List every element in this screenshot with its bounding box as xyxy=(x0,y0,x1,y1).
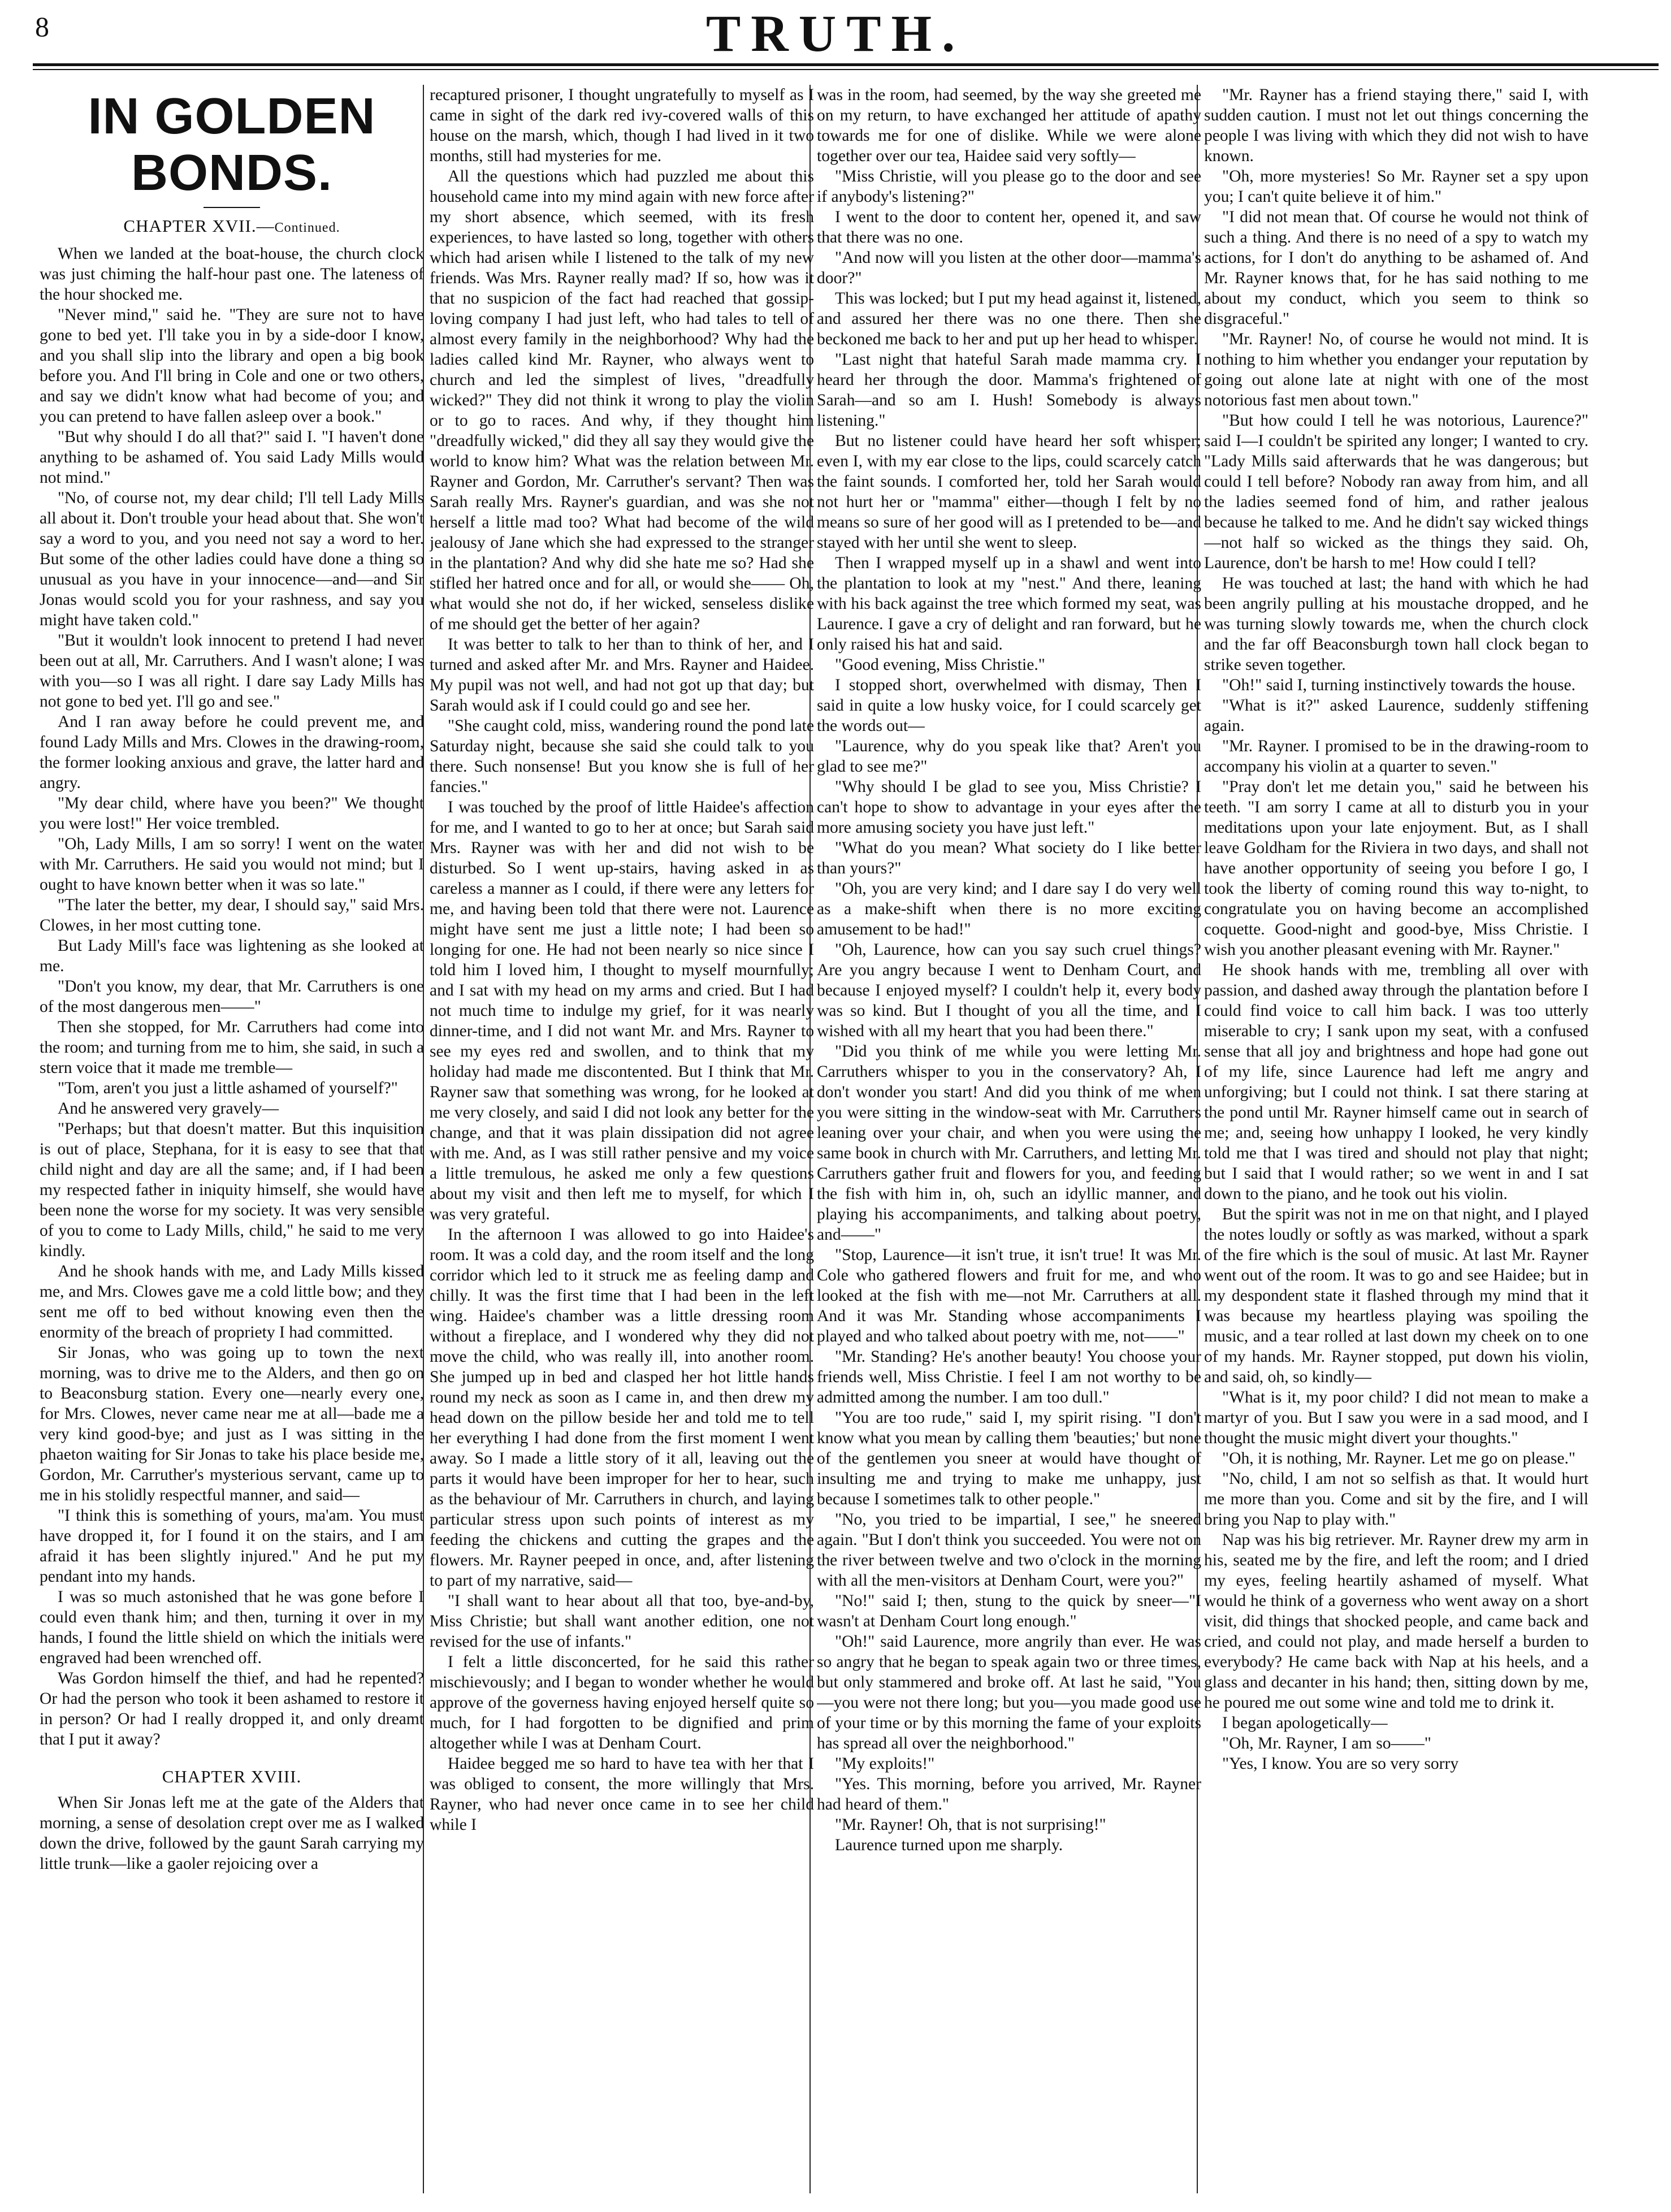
paragraph: "Mr. Standing? He's another beauty! You choose your friends well, Miss Christie. I feel I am not worthy to be admitted among the number. I am too dull." xyxy=(817,1348,1201,1406)
paragraph: This was locked; but I put my head against it, listened, and assured her there was no one there. Then she beckoned me back to her and put up her head to whisper. xyxy=(817,289,1201,348)
column-1 xyxy=(40,85,424,2193)
paragraph: "Yes. This morning, before you arrived, Mr. Rayner had heard of them." xyxy=(817,1775,1201,1813)
paragraph: "Don't you know, my dear, that Mr. Carruthers is one of the most dangerous men——" xyxy=(40,977,424,1016)
paragraph: "No!" said I; then, stung to the quick by sneer—"I wasn't at Denham Court long enough." xyxy=(817,1592,1201,1630)
paragraph: But Lady Mill's face was lightening as she looked at me. xyxy=(40,937,424,975)
paragraph: And he shook hands with me, and Lady Mills kissed me, and Mrs. Clowes gave me a cold little bow; and they sent me off to bed without knowing even then the enormity of the breach of propriety I had committed. xyxy=(40,1262,424,1341)
column-2-body xyxy=(430,85,814,1835)
paragraph: "But why should I do all that?" said I. "I haven't done anything to be ashamed of. You said Lady Mills would not mind." xyxy=(40,428,424,487)
paragraph: "No, child, I am not so selfish as that. It would hurt me more than you. Come and sit by the fire, and I will bring you Nap to play with." xyxy=(1204,1470,1588,1529)
paragraph: I felt a little disconcerted, for he said this rather mischievously; and I began to wonder whether he would approve of the governess having enjoyed herself quite so much, for I had forgotten to be dignified and prim altogether while I was at Denham Court. xyxy=(430,1653,814,1752)
paragraph: "My exploits!" xyxy=(835,1755,935,1773)
paragraph: "I did not mean that. Of course he would not think of such a thing. And there is no need of a spy to watch my actions, for I don't do anything to be ashamed of. And Mr. Rayner knows that, for he has said nothing to me about my conduct, which you seem to think so disgraceful." xyxy=(1204,208,1588,328)
paragraph: "And now will you listen at the other door—mamma's door?" xyxy=(817,249,1201,287)
paragraph: "Miss Christie, will you please go to the door and see if anybody's listening?" xyxy=(817,167,1201,206)
masthead: TRUTH. xyxy=(705,5,966,62)
paragraph: "She caught cold, miss, wandering round the pond late Saturday night, because she said she could talk to you there. Such nonsense! But you know she is full of her fancies." xyxy=(430,717,814,796)
paragraph: When Sir Jonas left me at the gate of the Alders that morning, a sense of desolation crept over me as I walked down the drive, followed by the gaunt Sarah carrying my little trunk—like a gaoler rejoicing over a xyxy=(40,1794,424,1873)
chapter-18-body xyxy=(40,1793,424,1874)
paragraph: was in the room, had seemed, by the way she greeted me on my return, to have exchanged her attitude of apathy towards me for one of dislike. While we were alone together over our tea, Haidee said very softly— xyxy=(817,86,1201,165)
column-1-body xyxy=(40,244,424,1750)
paragraph: "Oh, more mysteries! So Mr. Rayner set a spy upon you; I can't quite believe it of him." xyxy=(1204,167,1588,206)
paragraph: "Never mind," said he. "They are sure not to have gone to bed yet. I'll take you in by a side-door I know, and you shall slip into the library and open a big book before you. And I'll bring in Cole and one or two others, and say we didn't know what had become of you; and you can pretend to have fallen asleep over a book." xyxy=(40,306,424,426)
paragraph: Sir Jonas, who was going up to town the next morning, was to drive me to the Alders, and then go on to Beaconsburg station. Every one—nearly every one, for Mrs. Clowes, never came near me at all—bade me a very kind good-bye; and just as I was sitting in the phaeton waiting for Sir Jonas to take his place beside me, Gordon, Mr. Carruther's mysterious servant, came up to me in his stolidly respectful manner, and said— xyxy=(40,1344,424,1504)
paragraph: "Perhaps; but that doesn't matter. But this inquisition is out of place, Stephana, for it is easy to see that that child night and day are all the same; and, if I had been my respected father in iniquity himself, she would have been none the worse for my society. It was very sensible of you to come to Lady Mills, child," he said to me very kindly. xyxy=(40,1120,424,1260)
paragraph: "Oh, Mr. Rayner, I am so——" xyxy=(1222,1734,1431,1752)
paragraph: And he answered very gravely— xyxy=(58,1099,279,1118)
column-4-body xyxy=(1204,85,1588,1774)
paragraph: It was better to talk to her than to think of her, and I turned and asked after Mr. and Mrs. Rayner and Haidee. My pupil was not well, and had not got up that day; but Sarah would ask if I could could go and see her. xyxy=(430,635,814,715)
paragraph: "Oh, Lady Mills, I am so sorry! I went on the water with Mr. Carruthers. He said you would not mind; but I ought to have known better when it was so late." xyxy=(40,835,424,894)
paragraph: "Pray don't let me detain you," said he between his teeth. "I am sorry I came at all to disturb you in your meditations upon your late enjoyment. But, as I shall leave Goldham for the Riviera in two days, and shall not have another opportunity of seeing you before I go, I took the liberty of coming round this way to-night, to congratulate you on having become an accomplished coquette. Good-night and good-bye, Miss Christie. I wish you another pleasant evening with Mr. Rayner." xyxy=(1204,778,1588,959)
paragraph: "What is it?" asked Laurence, suddenly stiffening again. xyxy=(1204,696,1588,735)
paragraph: "Good evening, Miss Christie." xyxy=(835,656,1045,674)
paragraph: "Mr. Rayner! No, of course he would not mind. It is nothing to him whether you endanger your reputation by going out alone late at night with one of the most notorious fast men about town." xyxy=(1204,330,1588,409)
paragraph: I was touched by the proof of little Haidee's affection for me, and I wanted to go to her at once; but Sarah said Mrs. Rayner was with her and did not wish to be disturbed. So I went up-stairs, having asked in as careless a manner as I could, if there were any letters for me, and having been told that there were not. Laurence might have sent me just a little note; I had been so longing for one. He had not been nearly so nice since I told him I loved him, I thought to myself mournfully; and I sat with my head on my arms and cried. But I had not much time to indulge my grief, for it was nearly dinner-time, and I did not want Mr. and Mrs. Rayner to see my eyes red and swollen, and to think that my holiday had made me discontented. But I think that Mr. Rayner saw that something was wrong, for he looked at me very closely, and said I did not look any better for the change, and that it was plain dissipation did not agree with me. And, as I was still rather pensive and my voice a little tremulous, he asked me only a few questions about my visit and then left me to myself, for which I was very grateful. xyxy=(430,798,814,1223)
header-rule xyxy=(33,63,1659,70)
chapter-heading xyxy=(40,216,424,238)
paragraph: He shook hands with me, trembling all over with passion, and dashed away through the plantation before I could find voice to call him back. I was too utterly miserable to cry; I sank upon my seat, with a confused sense that all joy and brightness and hope had gone out of my life, since Laurence had left me angry and unforgiving; but I could not think. I sat there staring at the pond until Mr. Rayner himself came out in search of me; and, seeing how unhappy I looked, he very kindly told me that I was tired and should not play that night; but I said that I would rather; so we went in and I sat down to the piano, and he took out his violin. xyxy=(1204,961,1588,1203)
paragraph: Laurence turned upon me sharply. xyxy=(835,1836,1063,1854)
paragraph: "I think this is something of yours, ma'am. You must have dropped it, for I found it on the stairs, and I am afraid it has been slightly injured." And he put my pendant into my hands. xyxy=(40,1507,424,1586)
paragraph: "Mr. Rayner! Oh, that is not surprising!" xyxy=(835,1816,1106,1834)
paragraph: "Oh, it is nothing, Mr. Rayner. Let me go on please." xyxy=(1222,1449,1575,1468)
paragraph: All the questions which had puzzled me about this household came into my mind again with new force after my short absence, which seemed, with its fresh experiences, to have lasted so long, together with others which had arisen while I listened to the talk of my new friends. Was Mrs. Rayner really mad? If so, how was it that no suspicion of the fact had reached that gossip-loving company I had just left, who had tales to tell of almost every family in the neighborhood? Why had the ladies called kind Mr. Rayner, who always went to church and led the simplest of lives, "dreadfully wicked?" They did not think it wrong to play the violin or to go to races. And why, if they thought him "dreadfully wicked," did they all say they would give the world to know him? What was the relation between Mr. Rayner and Gordon, Mr. Carruther's servant? Then was Sarah really Mrs. Rayner's guardian, and was she not herself a little mad too? What had become of the wild jealousy of Jane which she had expressed to the stranger in the plantation? And why did she hate me so? Had she stifled her hatred once and for all, or would she—— Oh, what would she not do, if her wicked, senseless dislike of me should get the better of her again? xyxy=(430,167,814,633)
paragraph: "I shall want to hear about all that too, bye-and-by, Miss Christie; but shall want another edition, one not revised for the use of infants." xyxy=(430,1592,814,1651)
paragraph: And I ran away before he could prevent me, and found Lady Mills and Mrs. Clowes in the drawing-room, the former looking anxious and grave, the latter hard and angry. xyxy=(40,713,424,792)
column-3-body xyxy=(817,85,1201,1855)
paragraph: He was touched at last; the hand with which he had been angrily pulling at his moustache dropped, and he was turning slowly towards me, when the church clock and the far off Beaconsburgh town hall clock began to strike seven together. xyxy=(1204,574,1588,674)
paragraph: But the spirit was not in me on that night, and I played the notes loudly or softly as was marked, without a spark of the fire which is the soul of music. At last Mr. Rayner went out of the room. It was to go and see Haidee; but in my despondent state it flashed through my mind that it was because my heartless playing was spoiling the music, and a tear rolled at last down my cheek on to one of my hands. Mr. Rayner stopped, put down his violin, and said, oh, so kindly— xyxy=(1204,1205,1588,1386)
column-2 xyxy=(430,85,814,2193)
paragraph: "Oh!" said I, turning instinctively towards the house. xyxy=(1222,676,1575,694)
paragraph: "Tom, aren't you just a little ashamed of yourself?" xyxy=(58,1079,398,1097)
paragraph: recaptured prisoner, I thought ungratefully to myself as I came in sight of the dark red ivy-covered walls of this house on the marsh, which, though I had lived in it two months, still had mysteries for me. xyxy=(430,86,814,165)
paragraph: But no listener could have heard her soft whisper; even I, with my ear close to the lips, could scarcely catch the faint sounds. I comforted her, told her Sarah would not hurt her or "mamma" either—though I felt by no means so sure of her good will as I pretended to be—and stayed with her until she went to sleep. xyxy=(817,432,1201,552)
paragraph: "No, you tried to be impartial, I see," he sneered again. "But I don't think you succeeded. You were not on the river between twelve and two o'clock in the morning with all the men-visitors at Denham Court, were you?" xyxy=(817,1510,1201,1590)
paragraph: I stopped short, overwhelmed with dismay, Then I said in quite a low husky voice, for I could scarcely get the words out— xyxy=(817,676,1201,735)
paragraph: "Mr. Rayner. I promised to be in the drawing-room to accompany his violin at a quarter to seven." xyxy=(1204,737,1588,776)
paragraph: "Stop, Laurence—it isn't true, it isn't true! It was Mr. Cole who gathered flowers and fruit for me, and who looked at the fish with me—not Mr. Carruthers at all. And it was Mr. Standing whose accompaniments I played and who talked about poetry with me, not——" xyxy=(817,1246,1201,1345)
paragraph: "What do you mean? What society do I like better than yours?" xyxy=(817,839,1201,877)
paragraph: I went to the door to content her, opened it, and saw that there was no one. xyxy=(817,208,1201,246)
paragraph: Was Gordon himself the thief, and had he repented? Or had the person who took it been ashamed to restore it in person? Or had I really dropped it, and only dreamt that I put it away? xyxy=(40,1669,424,1748)
paragraph: "But it wouldn't look innocent to pretend I had never been out at all, Mr. Carruthers. And I wasn't alone; I was with you—so I was all right. I dare say Lady Mills has not gone to bed yet. I'll go and see." xyxy=(40,631,424,711)
chapter-heading-18: CHAPTER XVIII. xyxy=(162,1767,302,1786)
paragraph: "Did you think of me while you were letting Mr. Carruthers whisper to you in the conservatory? Ah, I don't wonder you start! And did you think of me when you were sitting in the window-seat with Mr. Carruthers leaning over your chair, and when you were using the same book in church with Mr. Carruthers, and letting Mr. Carruthers gather fruit and flowers for you, and feeding the fish with him in, oh, such an idyllic manner, and playing his accompaniments, and talking about poetry, and——" xyxy=(817,1042,1201,1244)
story-title: IN GOLDEN BONDS. xyxy=(88,88,376,201)
paragraph: "Mr. Rayner has a friend staying there," said I, with sudden caution. I must not let out things concerning the people I was living with which they did not wish to have known. xyxy=(1204,86,1588,165)
column-3 xyxy=(817,85,1201,2193)
paragraph: "The later the better, my dear, I should say," said Mrs. Clowes, in her most cutting tone. xyxy=(40,896,424,934)
title-rule xyxy=(204,207,260,208)
paragraph: "What is it, my poor child? I did not mean to make a martyr of you. But I saw you were in a sad mood, and I thought the music might divert your thoughts." xyxy=(1204,1388,1588,1447)
paragraph: In the afternoon I was allowed to go into Haidee's room. It was a cold day, and the room itself and the long corridor which led to it struck me as feeling damp and chilly. It was the first time that I had been in the left wing. Haidee's chamber was a little dressing room without a fireplace, and I wondered why they did not move the child, who was really ill, into another room. She jumped up in bed and clasped her hot little hands round my neck as soon as I came in, and then drew my head down on the pillow beside her and told me to tell her everything I had done from the first moment I went away. So I made a little story of it all, leaving out the parts it would have been improper for her to hear, such as the behaviour of Mr. Carruthers in church, and laying particular stress upon such points of interest as my feeding the chickens and cutting the grapes and the flowers. Mr. Rayner peeped in once, and, after listening to part of my narrative, said— xyxy=(430,1226,814,1590)
paragraph: "Laurence, why do you speak like that? Aren't you glad to see me?" xyxy=(817,737,1201,776)
paragraph: "You are too rude," said I, my spirit rising. "I don't know what you mean by calling them 'beauties;' but none of the gentlemen you sneer at would have thought of insulting me and trying to make me unhappy, just because I sometimes talk to other people." xyxy=(817,1409,1201,1508)
paragraph: "Oh, Laurence, how can you say such cruel things? Are you angry because I went to Denham Court, and because I enjoyed myself? I couldn't help it, every body was so kind. But I thought of you all the time, and I wished with all my heart that you had been there." xyxy=(817,941,1201,1040)
paragraph: "Yes, I know. You are so very sorry xyxy=(1222,1755,1459,1773)
paragraph: I began apologetically— xyxy=(1222,1714,1388,1732)
continued-label: Continued. xyxy=(274,220,340,235)
page-number: 8 xyxy=(35,11,49,42)
paragraph: Haidee begged me so hard to have tea with her that I was obliged to consent, the more willingly that Mrs. Rayner, who had never once came in to see her child while I xyxy=(430,1755,814,1834)
chapter-number: CHAPTER XVII.— xyxy=(123,216,275,236)
paragraph: When we landed at the boat-house, the church clock was just chiming the half-hour past one. The lateness of the hour shocked me. xyxy=(40,245,424,304)
paragraph: "No, of course not, my dear child; I'll tell Lady Mills all about it. Don't trouble your head about that. She won't say a word to you, and you need not say a word to her. But some of the other ladies could have done a thing so unusual as you have in your innocence—and—and Sir Jonas would scold you for your rashness, and say you might have taken cold." xyxy=(40,489,424,629)
paragraph: "My dear child, where have you been?" We thought you were lost!" Her voice trembled. xyxy=(40,794,424,833)
paragraph: I was so much astonished that he was gone before I could even thank him; and then, turning it over in my hands, I found the little shield on which the initials were engraved had been wrenched off. xyxy=(40,1588,424,1667)
column-4 xyxy=(1204,85,1588,2193)
paragraph: "Oh!" said Laurence, more angrily than ever. He was so angry that he began to speak again two or three times, but only stammered and broke off. At last he said, "You—you were not there long; but you—you made good use of your time or by this morning the fame of your exploits has spread all over the neighborhood." xyxy=(817,1633,1201,1752)
paragraph: Then I wrapped myself up in a shawl and went into the plantation to look at my "nest." And there, leaning with his back against the tree which formed my seat, was Laurence. I gave a cry of delight and ran forward, but he only raised his hat and said. xyxy=(817,554,1201,653)
paragraph: "But how could I tell he was notorious, Laurence?" said I—I couldn't be spirited any longer; I wanted to cry. "Lady Mills said afterwards that he was dangerous; but could I tell before? Nobody ran away from him, and all the ladies seemed fond of him, and rather jealous because he talked to me. And he didn't say wicked things—not half so wicked as the things they said. Oh, Laurence, don't be harsh to me! How could I tell? xyxy=(1204,412,1588,572)
paragraph: Then she stopped, for Mr. Carruthers had come into the room; and turning from me to him, she said, in such a stern voice that it made me tremble— xyxy=(40,1018,424,1077)
paragraph: "Why should I be glad to see you, Miss Christie? I can't hope to show to advantage in your eyes after the more amusing society you have just left." xyxy=(817,778,1201,837)
paragraph: Nap was his big retriever. Mr. Rayner drew my arm in his, seated me by the fire, and left the room; and I dried my eyes, feeling heartily ashamed of myself. What would he think of a governess who went away on a short visit, did things that shocked people, and came back and cried, and could not play, and made herself a burden to everybody? He came back with Nap at his heels, and a glass and decanter in his hand; then, sitting down by me, he poured me out some wine and told me to drink it. xyxy=(1204,1531,1588,1712)
paragraph: "Oh, you are very kind; and I dare say I do very well as a make-shift when there is no more exciting amusement to be had!" xyxy=(817,880,1201,938)
paragraph: "Last night that hateful Sarah made mamma cry. I heard her through the door. Mamma's frightened of Sarah—and so am I. Hush! Somebody is always listening." xyxy=(817,350,1201,430)
